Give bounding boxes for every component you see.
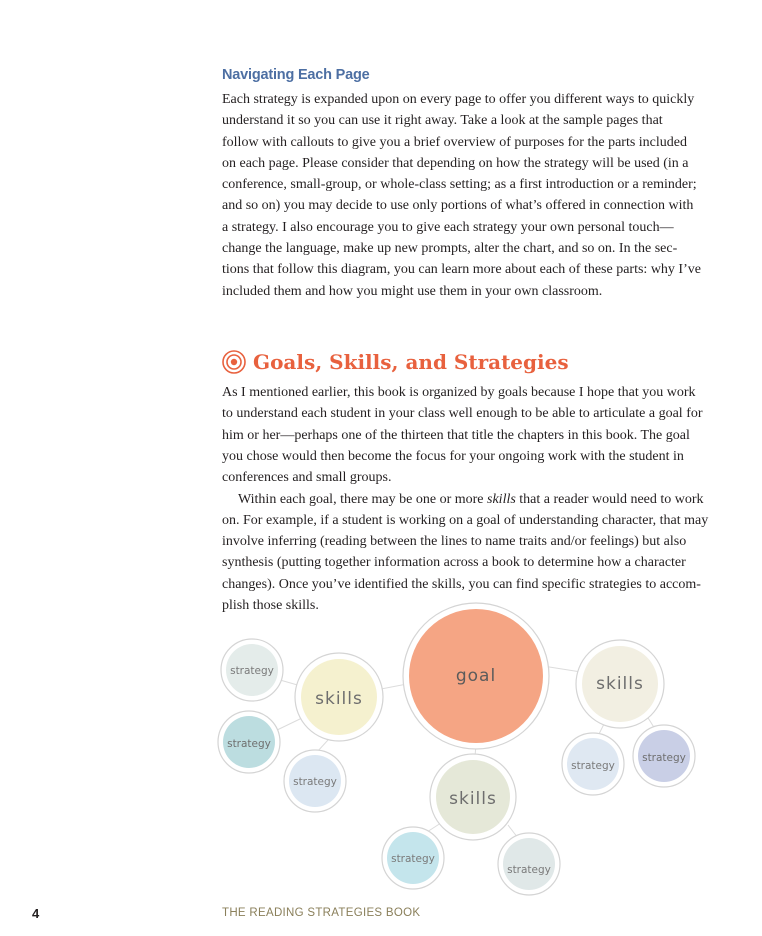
skills-node [576,640,664,728]
section-heading-navigating: Navigating Each Page [222,67,370,83]
strategy-node [633,725,695,787]
skills-label: skills [315,689,363,709]
target-icon [222,350,246,374]
strategy-node [284,750,346,812]
strategy-label: strategy [507,864,551,876]
strategy-node [562,733,624,795]
skills-label: skills [449,789,497,809]
text-line: synthesis (putting together information across a book to determine how a character [222,555,686,571]
connector-line [275,718,302,731]
text-line: and so on) you may decide to use only portions of what’s offered in connection with [222,198,694,214]
text-line: As I mentioned earlier, this book is organized by goals because I hope that you work [222,385,696,400]
skills-node [295,653,383,741]
text-line: conference, small-group, or whole-class setting; as a first introduction or a reminder; [222,177,697,193]
text-line: change the language, make up new prompts, alter the chart, and so on. In the sec- [222,241,678,257]
text-line: understand it so you can use it right away. Take a look at the sample pages that [222,113,663,129]
text-line: changes). Once you’ve identified the skills, you can find specific strategies to accom- [222,576,701,592]
strategy-node [498,833,560,895]
text-line: a strategy. I also encourage you to give each strategy your own personal touch— [222,219,674,235]
text-line [222,489,704,510]
text-line: Each strategy is expanded upon on every page to offer you different ways to quickly [222,92,695,107]
text-line: plish those skills. [222,597,319,613]
text-line: you chose would then become the focus for your ongoing work with the student in [222,448,684,464]
strategy-label: strategy [227,738,271,750]
goal-label: goal [455,666,497,686]
strategy-node [382,827,444,889]
strategy-node [218,711,280,773]
strategy-label: strategy [391,853,435,865]
text-line: involve inferring (reading between the lines to name traits and/or feelings) but also [222,534,687,550]
paragraph-goals-2 [222,489,709,617]
text-line: tions that follow this diagram, you can learn more about each of these parts: why I’ve [222,262,701,278]
text-line: on. For example, if a student is working on a goal of understanding character, that may [222,512,709,528]
text-line: conferences and small groups. [222,470,392,486]
text-line: to understand each student in your class well enough to be able to articulate a goal for [222,406,703,422]
text-line: on each page. Please consider that depending on how the strategy will be used (in a [222,155,689,171]
page-number: 4 [32,906,40,921]
skills-label: skills [596,674,644,694]
strategy-label: strategy [293,776,337,788]
goals-skills-strategies-diagram [210,600,710,900]
goal-node [403,603,549,749]
text-run: Within each goal, there may be one or more [238,491,488,507]
emphasis-skills: skills [487,491,516,507]
text-line: follow with callouts to give you a brief overview of purposes for the parts included [222,134,687,150]
strategy-node [221,639,283,701]
text-line: included them and how you might use them in your own classroom. [222,283,603,299]
section-heading-goals: Goals, Skills, and Strategies [253,350,569,374]
running-footer-title: THE READING STRATEGIES BOOK [222,907,421,919]
text-run: that a reader would need to work [515,491,704,507]
skills-node [430,754,516,840]
strategy-label: strategy [571,760,615,772]
strategy-label: strategy [642,752,686,764]
paragraph-navigating [222,89,700,302]
paragraph-goals-1 [222,382,703,488]
text-line: him or her—perhaps one of the thirteen that title the chapters in this book. The goal [222,427,690,443]
strategy-label: strategy [230,665,274,677]
